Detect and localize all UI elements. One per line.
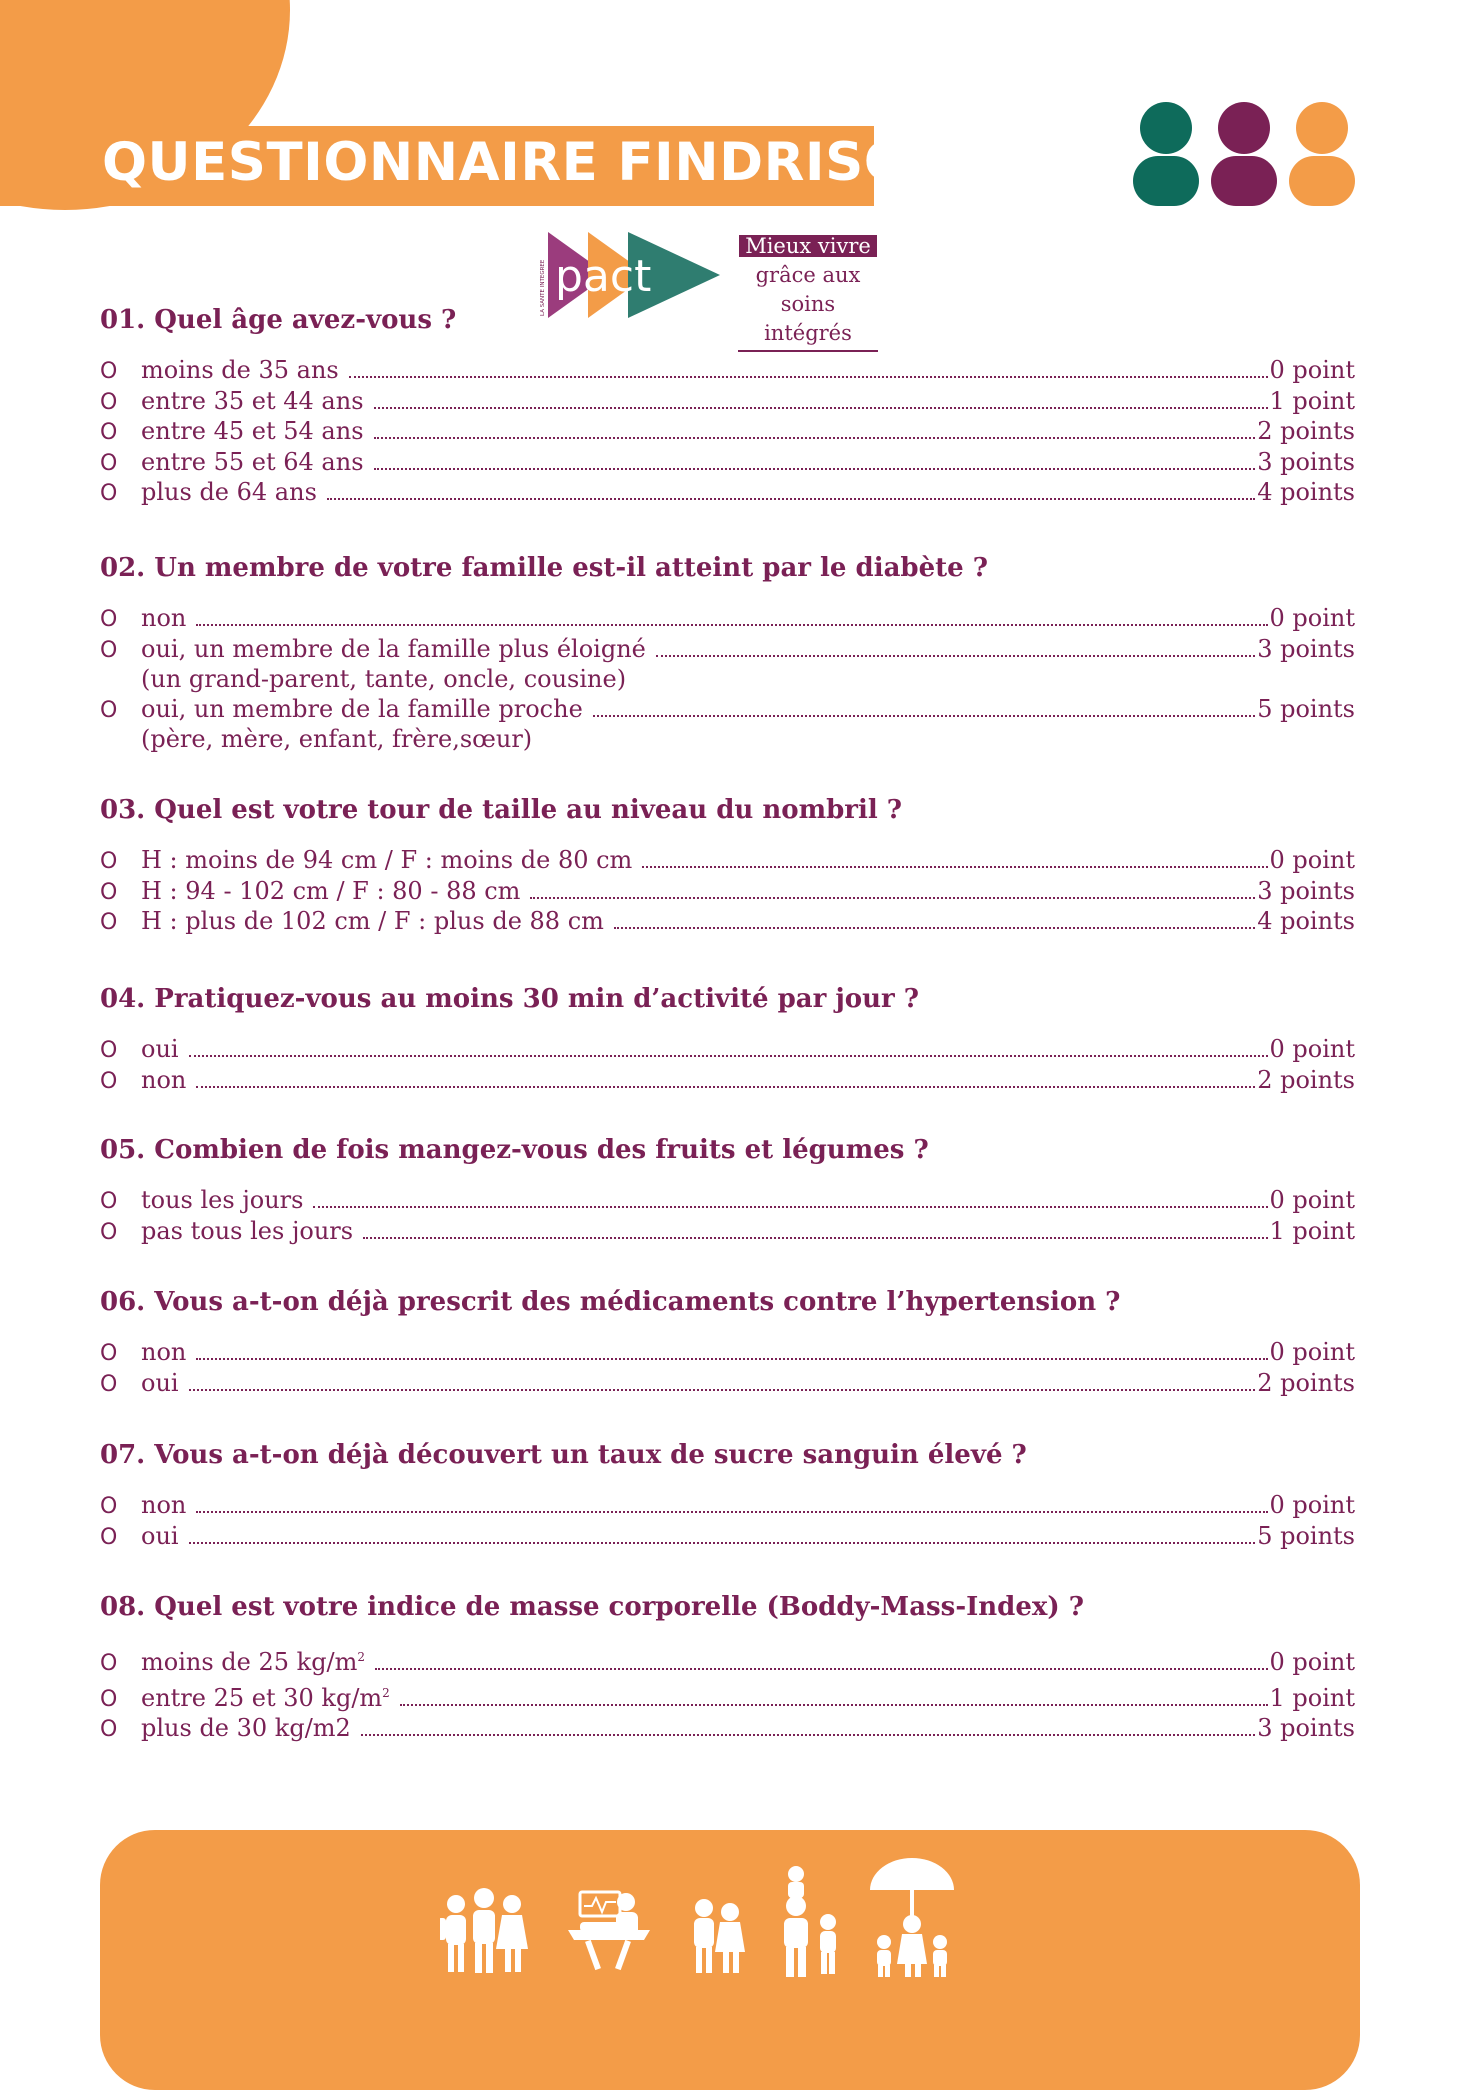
option-label: oui xyxy=(141,1368,179,1397)
dot-leader xyxy=(196,1358,1267,1360)
option-label: non xyxy=(141,1338,187,1366)
umbrella-family-icon xyxy=(870,1858,954,1977)
question-title: 07. Vous a-t-on déjà découvert un taux de sucre sanguin élevé ? xyxy=(100,1440,1027,1470)
dot-leader xyxy=(400,1704,1268,1706)
family-icon xyxy=(784,1866,836,1977)
option-label: oui xyxy=(141,1521,179,1550)
option-label: H : plus de 102 cm / F : plus de 88 cm xyxy=(141,907,604,936)
answer-option[interactable] xyxy=(100,846,1355,877)
dot-leader xyxy=(196,1511,1267,1513)
pact-logo-text: pact xyxy=(555,251,652,302)
option-points: 5 points xyxy=(1257,1521,1355,1550)
superscript: 2 xyxy=(357,1650,366,1664)
question-title: 03. Quel est votre tour de taille au niveau du nombril ? xyxy=(100,795,903,825)
dot-leader xyxy=(374,437,1256,439)
patient-bed-icon xyxy=(568,1892,650,1970)
radio-circle-icon[interactable]: O xyxy=(100,1219,118,1245)
superscript: 2 xyxy=(382,1685,390,1700)
option-points: 2 points xyxy=(1257,1065,1355,1094)
option-label: non xyxy=(141,1065,187,1094)
option-label: entre 55 et 64 ans xyxy=(141,447,364,476)
caregivers-icon xyxy=(440,1888,528,1973)
answer-option[interactable] xyxy=(100,877,1355,908)
question-title: 05. Combien de fois mangez-vous des fruits et légumes ? xyxy=(100,1135,929,1165)
option-points: 0 point xyxy=(1269,1035,1355,1063)
dot-leader xyxy=(363,1237,1267,1239)
dot-leader xyxy=(196,624,1267,626)
answer-option[interactable] xyxy=(100,1217,1355,1248)
option-points: 1 point xyxy=(1269,1683,1355,1712)
tagline-line-3: soins intégrés xyxy=(764,292,852,345)
tagline-line-2: grâce aux xyxy=(755,263,861,287)
option-label: H : 94 - 102 cm / F : 80 - 88 cm xyxy=(141,876,521,905)
radio-circle-icon[interactable]: O xyxy=(100,637,118,663)
answer-option[interactable] xyxy=(100,1186,1355,1217)
radio-circle-icon[interactable]: O xyxy=(100,1341,118,1366)
page-title: QUESTIONNAIRE FINDRISC xyxy=(102,132,904,193)
dot-leader xyxy=(189,1389,1256,1391)
answer-option[interactable] xyxy=(100,1679,1355,1715)
orange-person-body-icon xyxy=(1289,156,1355,206)
question-title: 08. Quel est votre indice de masse corporelle (Boddy-Mass-Index) ? xyxy=(100,1592,1084,1622)
question-8 xyxy=(100,1592,1400,1745)
answer-option[interactable] xyxy=(100,1522,1355,1553)
dot-leader xyxy=(189,1055,1268,1057)
answer-option[interactable] xyxy=(100,635,1355,666)
pact-side-text: LA SANTÉ INTÉGRÉE xyxy=(540,259,546,316)
radio-circle-icon[interactable]: O xyxy=(100,1651,118,1676)
question-title: 04. Pratiquez-vous au moins 30 min d’activité par jour ? xyxy=(100,984,919,1014)
option-label: H : moins de 94 cm / F : moins de 80 cm xyxy=(141,846,633,874)
answer-option[interactable] xyxy=(100,478,1355,509)
option-label xyxy=(141,1643,365,1678)
teal-person-head-icon xyxy=(1140,102,1192,154)
radio-circle-icon[interactable]: O xyxy=(100,849,118,874)
option-points: 0 point xyxy=(1269,1491,1355,1519)
option-points: 3 points xyxy=(1257,634,1355,663)
option-points: 0 point xyxy=(1269,846,1355,874)
radio-circle-icon[interactable]: O xyxy=(100,1038,118,1063)
dot-leader xyxy=(375,1668,1267,1670)
option-points: 3 points xyxy=(1257,447,1355,476)
option-label: moins de 35 ans xyxy=(141,356,339,384)
option-label-text: entre 25 et 30 kg/m xyxy=(141,1683,383,1712)
option-label: pas tous les jours xyxy=(141,1216,354,1245)
answer-option[interactable] xyxy=(100,387,1355,418)
option-points: 4 points xyxy=(1257,478,1355,507)
option-points: 2 points xyxy=(1257,417,1355,446)
option-points: 4 points xyxy=(1257,907,1355,936)
option-points: 0 point xyxy=(1269,1186,1355,1214)
dot-leader xyxy=(196,1086,1255,1088)
dot-leader xyxy=(642,866,1267,868)
radio-circle-icon[interactable]: O xyxy=(100,1189,118,1214)
answer-option[interactable] xyxy=(100,417,1355,448)
option-points: 0 point xyxy=(1269,604,1355,632)
dot-leader xyxy=(374,407,1268,409)
option-label: entre 45 et 54 ans xyxy=(141,417,364,446)
radio-circle-icon[interactable]: O xyxy=(100,420,118,446)
option-points: 3 points xyxy=(1257,876,1355,905)
answer-option[interactable] xyxy=(100,448,1355,479)
question-7 xyxy=(100,1440,1400,1552)
orange-person-head-icon xyxy=(1296,102,1348,154)
dot-leader xyxy=(189,1542,1256,1544)
dot-leader xyxy=(313,1206,1267,1208)
option-points: 1 point xyxy=(1269,1216,1355,1245)
three-people-icon xyxy=(1130,100,1360,210)
option-label: oui xyxy=(141,1035,179,1063)
radio-circle-icon[interactable]: O xyxy=(100,481,118,507)
option-label xyxy=(141,1679,390,1714)
option-points: 1 point xyxy=(1269,386,1355,415)
option-label: entre 35 et 44 ans xyxy=(141,386,364,415)
option-label: oui, un membre de la famille proche xyxy=(141,694,583,723)
dot-leader xyxy=(656,655,1255,657)
option-points: 2 points xyxy=(1257,1368,1355,1397)
option-label: plus de 30 kg/m2 xyxy=(141,1714,351,1743)
answer-option[interactable] xyxy=(100,1491,1355,1522)
option-label: plus de 64 ans xyxy=(141,478,317,507)
plum-person-head-icon xyxy=(1218,102,1270,154)
radio-circle-icon[interactable]: O xyxy=(100,1524,118,1550)
radio-circle-icon[interactable]: O xyxy=(100,389,118,415)
question-title: 02. Un membre de votre famille est-il atteint par le diabète ? xyxy=(100,553,988,583)
dot-leader xyxy=(361,1734,1255,1736)
plum-person-body-icon xyxy=(1211,156,1277,206)
radio-circle-icon[interactable]: O xyxy=(100,879,118,905)
option-points: 0 point xyxy=(1269,1648,1355,1676)
answer-option[interactable] xyxy=(100,356,1355,387)
option-note: (un grand-parent, tante, oncle, cousine) xyxy=(141,665,627,694)
radio-circle-icon[interactable]: O xyxy=(100,607,118,632)
dot-leader xyxy=(530,897,1255,899)
couple-icon xyxy=(694,1899,745,1973)
option-points: 5 points xyxy=(1257,694,1355,723)
radio-circle-icon[interactable]: O xyxy=(100,1494,118,1519)
care-pictograms xyxy=(440,1852,1020,2002)
footer-band xyxy=(100,1830,1360,2090)
radio-circle-icon[interactable]: O xyxy=(100,1717,118,1743)
radio-circle-icon[interactable]: O xyxy=(100,450,118,476)
answer-option[interactable] xyxy=(100,1369,1355,1400)
option-label-text: moins de 25 kg/m xyxy=(141,1648,358,1676)
tagline-line-1: Mieux vivre xyxy=(739,235,877,257)
answer-option[interactable] xyxy=(100,1338,1355,1369)
dot-leader xyxy=(593,715,1255,717)
option-label: oui, un membre de la famille plus éloigné xyxy=(141,634,646,663)
answer-option[interactable] xyxy=(100,907,1355,938)
answer-option[interactable] xyxy=(100,1714,1355,1745)
question-4 xyxy=(100,984,1400,1096)
dot-leader xyxy=(349,376,1268,378)
question-1 xyxy=(100,305,1400,509)
dot-leader xyxy=(614,927,1255,929)
question-5 xyxy=(100,1135,1400,1247)
answer-option[interactable] xyxy=(100,1643,1355,1679)
dot-leader xyxy=(327,498,1255,500)
radio-circle-icon[interactable]: O xyxy=(100,697,118,723)
option-points: 0 point xyxy=(1269,356,1355,384)
question-3 xyxy=(100,795,1400,938)
radio-circle-icon[interactable]: O xyxy=(100,910,118,936)
answer-option[interactable] xyxy=(100,1035,1355,1066)
question-6 xyxy=(100,1287,1400,1399)
radio-circle-icon[interactable]: O xyxy=(100,1068,118,1094)
option-label: tous les jours xyxy=(141,1186,304,1214)
answer-option[interactable] xyxy=(100,695,1355,726)
option-label: non xyxy=(141,1491,187,1519)
teal-person-body-icon xyxy=(1133,156,1199,206)
answer-option[interactable] xyxy=(100,604,1355,635)
option-note: (père, mère, enfant, frère,sœur) xyxy=(141,725,533,754)
question-title: 01. Quel âge avez-vous ? xyxy=(100,305,457,335)
option-points: 0 point xyxy=(1269,1338,1355,1366)
dot-leader xyxy=(374,468,1256,470)
radio-circle-icon[interactable]: O xyxy=(100,1371,118,1397)
option-label: non xyxy=(141,604,187,632)
option-points: 3 points xyxy=(1257,1714,1355,1743)
answer-option[interactable] xyxy=(100,1066,1355,1097)
radio-circle-icon[interactable]: O xyxy=(100,359,118,384)
question-title: 06. Vous a-t-on déjà prescrit des médicaments contre l’hypertension ? xyxy=(100,1287,1121,1317)
question-2 xyxy=(100,553,1400,755)
radio-circle-icon[interactable]: O xyxy=(100,1686,118,1712)
